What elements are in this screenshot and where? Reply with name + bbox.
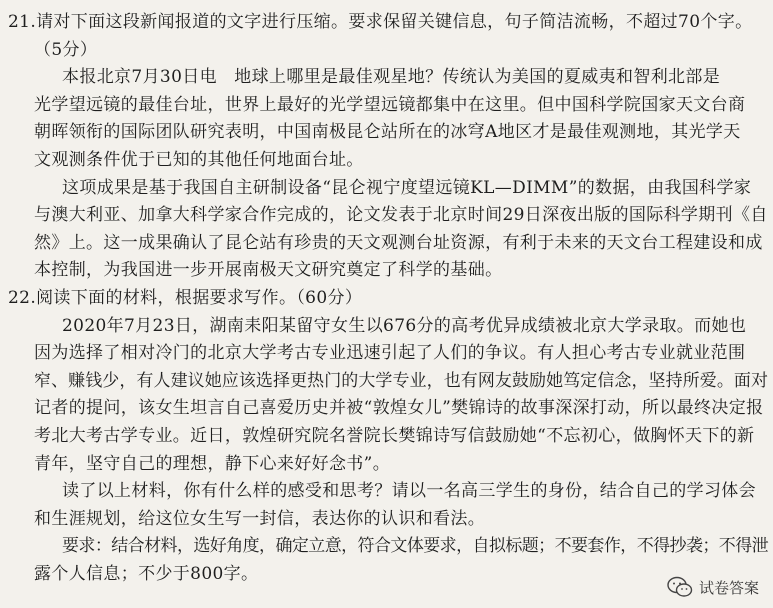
news-paragraph-1-line: 文观测条件优于已知的其他任何地面台址。 [34,150,364,170]
watermark [667,576,759,598]
news-paragraph-1-line: 光学望远镜的最佳台址，世界上最好的光学望远镜都集中在这里。但中国科学院国家天文台商 [34,94,746,115]
question-21-prompt: 21.请对下面这段新闻报道的文字进行压缩。要求保留关键信息，句子简洁流畅，不超过70个字。 [8,12,753,32]
material-paragraph-line: 青年，坚守自己的理想，静下心来好好念书”。 [34,453,391,474]
news-paragraph-2-line: 然》上。这一成果确认了昆仑站有珍贵的天文观测台址资源，有利于未来的天文台工程建设和成 [34,232,763,253]
watermark-text: 试卷答案 [698,578,759,597]
requirements-line: 要求：结合材料，选好角度，确定立意，符合文体要求，自拟标题；不要套作，不得抄袭；不得泄 [62,536,769,557]
question-21-score: （5分） [34,39,98,60]
material-paragraph-line: 记者的提问，该女生坦言自己喜爱历史并被“敦煌女儿”樊锦诗的故事深深打动，所以最终决定报 [34,398,764,419]
news-paragraph-1-line: 朝晖领衔的国际团队研究表明，中国南极昆仑站所在的冰穹A地区才是最佳观测地，其光学天 [34,122,741,143]
material-paragraph-line: 因为选择了相对冷门的北京大学考古专业迅速引起了人们的争议。有人担心考古专业就业范围 [34,343,746,364]
material-paragraph-line: 窄、赚钱少，有人建议她应该选择更热门的大学专业，也有网友鼓励她笃定信念，坚持所爱。面对 [34,370,769,391]
writing-task-line: 和生涯规划，给这位女生写一封信，表达你的认识和看法。 [34,508,486,529]
news-paragraph-2-line: 本控制，为我国进一步开展南极天文研究奠定了科学的基础。 [34,260,503,281]
material-paragraph-line: 考北大考古学专业。近日，敦煌研究院名誉院长樊锦诗写信鼓励她“不忘初心，做胸怀天下的新 [34,426,755,446]
writing-task-line: 读了以上材料，你有什么样的感受和思考？请以一名高三学生的身份，结合自己的学习体会 [62,481,756,502]
news-paragraph-2-line: 这项成果是基于我国自主研制设备“昆仑视宁度望远镜KL—DIMM”的数据，由我国科学家 [62,177,752,198]
material-paragraph-line: 2020年7月23日，湖南耒阳某留守女生以676分的高考优异成绩被北京大学录取。而她也 [62,315,747,336]
requirements-line-2: 露个人信息；不少于800字。 [34,564,259,584]
news-paragraph-2-line: 与澳大利亚、加拿大科学家合作完成的，论文发表于北京时间29日深夜出版的国际科学期刊《自 [34,205,768,226]
wechat-icon [667,576,693,598]
news-paragraph-1-line: 本报北京7月30日电 地球上哪里是最佳观星地？传统认为美国的夏威夷和智利北部是 [62,67,721,88]
question-22-prompt: 22.阅读下面的材料，根据要求写作。（60分） [8,288,363,308]
